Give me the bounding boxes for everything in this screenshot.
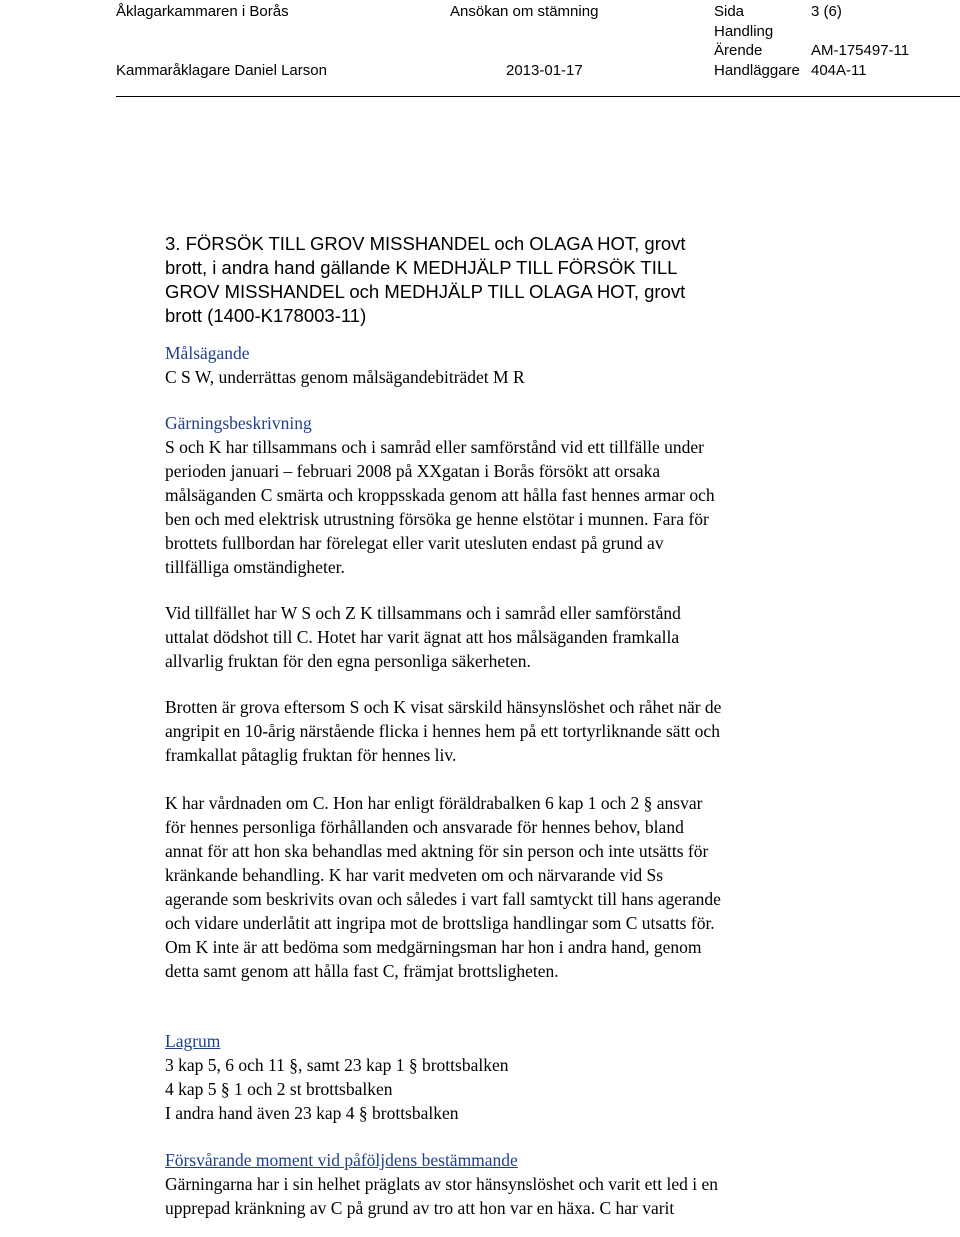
paragraph (165, 435, 855, 579)
text-line: agerande som beskrivits ovan och således i vart fall samtyckt till hans agerande (165, 889, 721, 909)
paragraph (165, 1172, 855, 1220)
document-date: 2013-01-17 (506, 62, 583, 79)
garningsbeskrivning-section (165, 411, 855, 983)
text-line: Gärningarna har i sin helhet präglats av stor hänsynslöshet och varit ett led i en (165, 1174, 719, 1194)
heading-line: 3. FÖRSÖK TILL GROV MISSHANDEL och OLAGA HOT, grovt (165, 233, 686, 254)
garningsbeskrivning-title: Gärningsbeskrivning (165, 413, 312, 433)
paragraph (165, 695, 855, 767)
handling-label: Handling (714, 23, 774, 40)
text-line: uttalat dödshot till C. Hotet har varit ägnat att hos målsäganden framkalla (165, 627, 680, 647)
text-line: framkallat påtaglig fruktan för hennes liv. (165, 745, 457, 765)
section-heading (165, 232, 855, 328)
handlaggare-number: 404A-11 (811, 62, 867, 79)
lagrum-line: 3 kap 5, 6 och 11 §, samt 23 kap 1 § brottsbalken (165, 1055, 509, 1075)
document-body (165, 232, 855, 1220)
office-name: Åklagarkammaren i Borås (116, 3, 289, 20)
lagrum-line: I andra hand även 23 kap 4 § brottsbalken (165, 1103, 459, 1123)
text-line: Om K inte är att bedöma som medgärningsman har hon i andra hand, genom (165, 937, 702, 957)
page-number: 3 (6) (811, 3, 842, 20)
text-line: detta samt genom att hålla fast C, främjat brottsligheten. (165, 961, 559, 981)
text-line: K har vårdnaden om C. Hon har enligt föräldrabalken 6 kap 1 och 2 § ansvar (165, 793, 703, 813)
paragraph (165, 791, 855, 983)
malsagande-section (165, 341, 855, 389)
handlaggare-label: Handläggare (714, 62, 800, 79)
heading-line: GROV MISSHANDEL och MEDHJÄLP TILL OLAGA HOT, grovt (165, 281, 686, 302)
heading-line: brott, i andra hand gällande K MEDHJÄLP TILL FÖRSÖK TILL (165, 257, 678, 278)
prosecutor-name: Kammaråklagare Daniel Larson (116, 62, 327, 79)
text-line: för hennes personliga förhållanden och ansvarade för hennes behov, bland (165, 817, 684, 837)
text-line: målsäganden C smärta och kroppsskada genom att hålla fast hennes armar och (165, 485, 715, 505)
text-line: Brotten är grova eftersom S och K visat särskild hänsynslöshet och råhet när de (165, 697, 722, 717)
text-line: angripit en 10-årig närstående flicka i hennes hem på ett tortyrliknande sätt och (165, 721, 720, 741)
lagrum-line: 4 kap 5 § 1 och 2 st brottsbalken (165, 1079, 393, 1099)
arende-label: Ärende (714, 42, 763, 59)
lagrum-title: Lagrum (165, 1031, 221, 1051)
text-line: tillfälliga omständigheter. (165, 557, 345, 577)
heading-line: brott (1400-K178003-11) (165, 305, 367, 326)
document-type: Ansökan om stämning (450, 3, 599, 20)
malsagande-text: C S W, underrättas genom målsägandebiträdet M R (165, 367, 525, 387)
forsvarande-section (165, 1148, 855, 1220)
forsvarande-title: Försvårande moment vid påföljdens bestämmande (165, 1150, 518, 1170)
text-line: kränkande behandling. K har varit medveten om och närvarande vid Ss (165, 865, 664, 885)
text-line: brottets fullbordan har förelegat eller varit utesluten endast på grund av (165, 533, 664, 553)
text-line: ben och med elektrisk utrustning försöka ge henne elstötar i munnen. Fara för (165, 509, 709, 529)
page-header (0, 0, 960, 97)
text-line: upprepad kränkning av C på grund av tro att hon var en häxa. C har varit (165, 1198, 675, 1218)
text-line: perioden januari – februari 2008 på XXgatan i Borås försökt att orsaka (165, 461, 661, 481)
lagrum-list (165, 1053, 855, 1125)
paragraph (165, 601, 855, 673)
page-label: Sida (714, 3, 745, 20)
header-divider (116, 96, 960, 97)
text-line: Vid tillfället har W S och Z K tillsammans och i samråd eller samförstånd (165, 603, 681, 623)
text-line: S och K har tillsammans och i samråd eller samförstånd vid ett tillfälle under (165, 437, 704, 457)
arende-number: AM-175497-11 (811, 42, 910, 59)
text-line: och vidare underlåtit att ingripa mot de brottsliga handlingar som C utsatts för. (165, 913, 715, 933)
malsagande-title: Målsägande (165, 343, 250, 363)
text-line: annat för att hon ska behandlas med aktning för sin person och inte utsätts för (165, 841, 709, 861)
lagrum-section (165, 1029, 855, 1125)
text-line: allvarlig fruktan för den egna personliga säkerheten. (165, 651, 531, 671)
